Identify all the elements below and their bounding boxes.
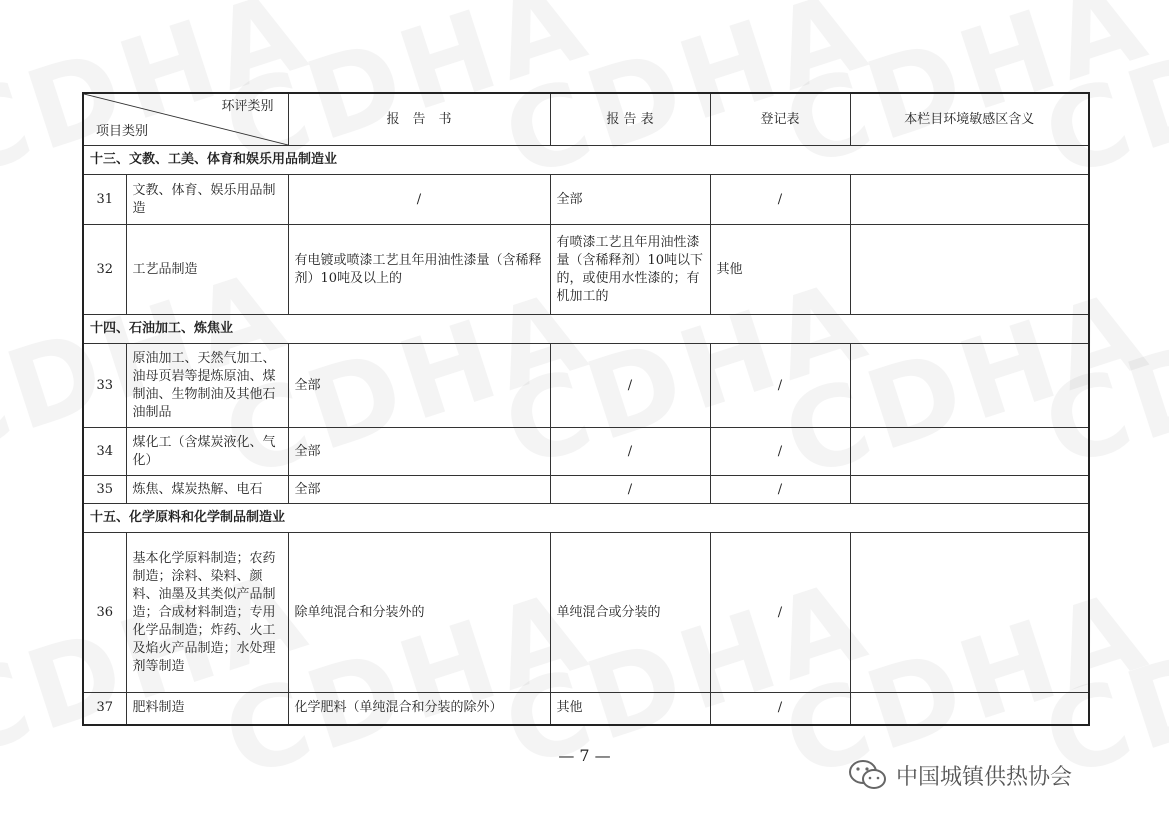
report-form-cell: 有喷漆工艺且年用油性漆量（含稀释剂）10吨以下的，或使用水性漆的；有机加工的 <box>550 225 710 315</box>
register-cell: / <box>710 476 850 504</box>
report-book-cell: 全部 <box>288 476 550 504</box>
diag-label-eia-category: 环评类别 <box>221 99 274 114</box>
section-title: 十四、石油加工、炼焦业 <box>83 315 1089 344</box>
report-form-cell: / <box>550 476 710 504</box>
page-number: — 7 — <box>558 746 611 765</box>
report-book-cell: 全部 <box>288 428 550 476</box>
table-row <box>83 693 1089 725</box>
sensitive-cell <box>850 428 1089 476</box>
header-report-form: 报 告 表 <box>550 93 710 146</box>
section-row <box>83 504 1089 533</box>
project-name: 原油加工、天然气加工、油母页岩等提炼原油、煤制油、生物制油及其他石油制品 <box>126 344 288 428</box>
table-row <box>83 476 1089 504</box>
report-form-cell: 其他 <box>550 693 710 725</box>
sensitive-cell <box>850 693 1089 725</box>
project-name: 基本化学原料制造；农药制造；涂料、染料、颜料、油墨及其类似产品制造；合成材料制造；专用化学品制造；炸药、火工及焰火产品制造；水处理剂等制造 <box>126 533 288 693</box>
row-number: 37 <box>83 693 126 725</box>
table-header-row <box>83 93 1089 146</box>
header-register-form: 登记表 <box>710 93 850 146</box>
report-form-cell: / <box>550 428 710 476</box>
sensitive-cell <box>850 225 1089 315</box>
report-book-cell: / <box>288 175 550 225</box>
row-number: 31 <box>83 175 126 225</box>
section-row <box>83 315 1089 344</box>
row-number: 32 <box>83 225 126 315</box>
project-name: 工艺品制造 <box>126 225 288 315</box>
register-cell: / <box>710 533 850 693</box>
publisher-logo <box>848 758 1072 792</box>
register-cell: / <box>710 693 850 725</box>
eia-category-table <box>82 92 1090 726</box>
report-form-cell: 全部 <box>550 175 710 225</box>
publisher-name: 中国城镇供热协会 <box>896 764 1073 790</box>
section-title: 十五、化学原料和化学制品制造业 <box>83 504 1089 533</box>
header-sensitive-area: 本栏目环境敏感区含义 <box>850 93 1089 146</box>
register-cell: 其他 <box>710 225 850 315</box>
report-form-cell: / <box>550 344 710 428</box>
table-row <box>83 175 1089 225</box>
report-book-cell: 化学肥料（单纯混合和分装的除外） <box>288 693 550 725</box>
table-row <box>83 344 1089 428</box>
row-number: 34 <box>83 428 126 476</box>
sensitive-cell <box>850 175 1089 225</box>
project-name: 煤化工（含煤炭液化、气化） <box>126 428 288 476</box>
project-name: 炼焦、煤炭热解、电石 <box>126 476 288 504</box>
report-book-cell: 有电镀或喷漆工艺且年用油性漆量（含稀释剂）10吨及以上的 <box>288 225 550 315</box>
sensitive-cell <box>850 476 1089 504</box>
row-number: 33 <box>83 344 126 428</box>
register-cell: / <box>710 428 850 476</box>
row-number: 35 <box>83 476 126 504</box>
register-cell: / <box>710 344 850 428</box>
section-title: 十三、文教、工美、体育和娱乐用品制造业 <box>83 146 1089 175</box>
register-cell: / <box>710 175 850 225</box>
report-book-cell: 全部 <box>288 344 550 428</box>
diag-label-project-category: 项目类别 <box>96 124 149 139</box>
wechat-icon <box>848 758 888 792</box>
diagonal-header-cell <box>83 93 288 146</box>
row-number: 36 <box>83 533 126 693</box>
table-row <box>83 428 1089 476</box>
table-row <box>83 225 1089 315</box>
project-name: 肥料制造 <box>126 693 288 725</box>
report-form-cell: 单纯混合或分装的 <box>550 533 710 693</box>
section-row <box>83 146 1089 175</box>
sensitive-cell <box>850 344 1089 428</box>
report-book-cell: 除单纯混合和分装外的 <box>288 533 550 693</box>
table-row <box>83 533 1089 693</box>
project-name: 文教、体育、娱乐用品制造 <box>126 175 288 225</box>
header-report-book: 报 告 书 <box>288 93 550 146</box>
sensitive-cell <box>850 533 1089 693</box>
